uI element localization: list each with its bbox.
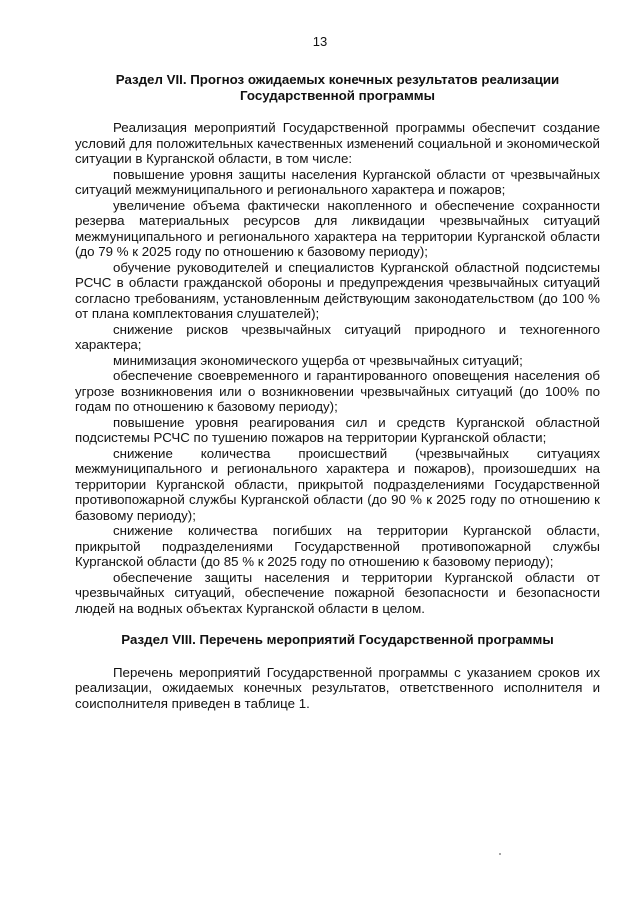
list-item: обеспечение своевременного и гарантированного оповещения населения об угрозе возникновения или о возникновении чрезвычайных ситуаций (до 100% по годам по отношению к базовому периоду); <box>75 368 600 414</box>
list-item: снижение количества погибших на территории Курганской области, прикрытой подразделениями Государственной противопожарной службы Курганской области (до 85 % к 2025 году по отношению к базовому периоду); <box>75 523 600 569</box>
list-item: обеспечение защиты населения и территории Курганской области от чрезвычайных ситуаций, обеспечение пожарной безопасности и безопасности людей на водных объектах Курганской области в целом. <box>75 569 600 616</box>
paragraph: Перечень мероприятий Государственной программы с указанием сроков их реализации, ожидаемых конечных результатов, ответственного исполнителя и соисполнителя приведен в таблице 1. <box>75 664 600 711</box>
list-item: снижение рисков чрезвычайных ситуаций природного и техногенного характера; <box>75 321 600 352</box>
list-item: повышение уровня реагирования сил и средств Курганской областной подсистемы РСЧС по тушению пожаров на территории Курганской области; <box>75 414 600 445</box>
list-item: повышение уровня защиты населения Курганской области от чрезвычайных ситуаций межмуниципального и регионального характера и пожаров; <box>75 166 600 197</box>
scan-speck <box>499 853 501 855</box>
list-item: увеличение объема фактически накопленного и обеспечение сохранности резерва материальных ресурсов для ликвидации чрезвычайных ситуаций межмуниципального и регионального характера на территории Курганской области (до 79 % к 2025 году по отношению к базовому периоду); <box>75 197 600 259</box>
paragraph: Реализация мероприятий Государственной программы обеспечит создание условий для положительных качественных изменений социальной и экономической ситуации в Курганской области, в том числе: <box>75 120 600 166</box>
document-body <box>75 72 600 711</box>
list-item: снижение количества происшествий (чрезвычайных ситуациях межмуниципального и регионального характера и пожаров), произошедших на территории Курганской области, прикрытой подразделениями Государственной противопожарной службы Курганской области (до 90 % к 2025 году по отношению к базовому периоду); <box>75 445 600 523</box>
section-7-title-line-1: Раздел VII. Прогноз ожидаемых конечных результатов реализации <box>115 72 560 87</box>
list-item: обучение руководителей и специалистов Курганской областной подсистемы РСЧС в области гражданской обороны и предупреждения чрезвычайных ситуаций согласно требованиям, установленным действующим законодательством (до 100 % от плана комплектования слушателей); <box>75 259 600 321</box>
section-spacer <box>75 616 600 632</box>
section-7-title <box>75 72 600 103</box>
section-7-title-line-2: Государственной программы <box>240 87 435 103</box>
section-8-title: Раздел VIII. Перечень мероприятий Государственной программы <box>121 632 554 647</box>
list-item: минимизация экономического ущерба от чрезвычайных ситуаций; <box>113 352 523 368</box>
page-number: 13 <box>312 34 328 49</box>
